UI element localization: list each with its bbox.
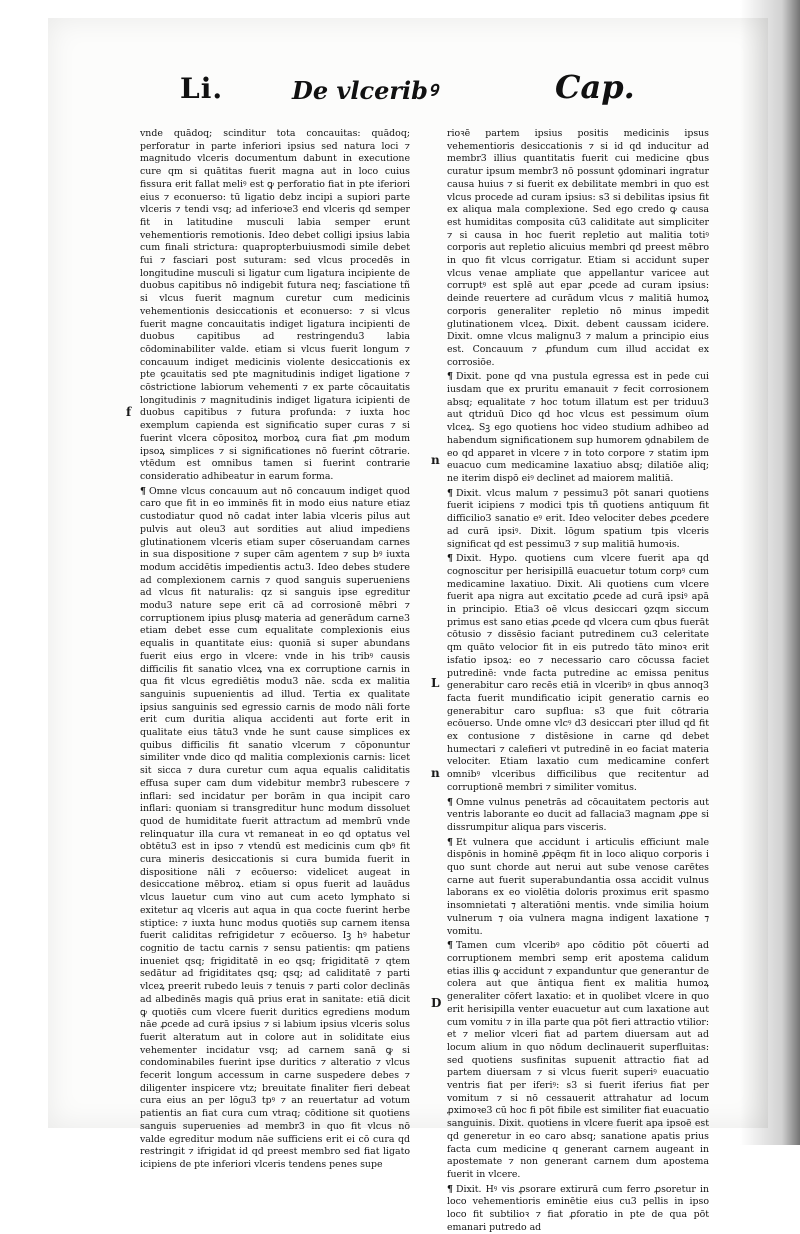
pilcrow-icon: ¶	[447, 836, 453, 848]
paragraph	[447, 128, 709, 369]
paragraph	[140, 128, 410, 484]
chapter-label: Cap.	[555, 68, 635, 106]
pilcrow-icon: ¶	[447, 553, 453, 565]
margin-mark: f	[126, 405, 132, 419]
paragraph	[447, 1184, 709, 1234]
pilcrow-icon: ¶	[447, 940, 453, 952]
paragraph	[447, 371, 709, 485]
gutter-shadow	[740, 0, 800, 1145]
paragraph-text: rioꝛē partem ipsius positis medicinis ipsus vehementioris desiccationis ⁊ si id qd inducitur ad membr3 illius quantitatis fuerit cui medicine qbus curatur ipsum membr3 nō possunt ꝯdominari ingratur causa huius ⁊ si fuerit ex debilitate membri in quo est vlcus procede ad curam ipsius: s3 si debilitas ipsius fit ex aliqua mala complexione. Sed ego credo ꝙ causa est humiditas composita cū3 caliditate aut simpliciter ⁊ si causa in hoc fuerit repletio aut malitia totiꝰ corporis aut repletio alicuius membri qd preest mēbro in quo fit vlcus corrigatur. Etiam si accidunt super vlcus venae ampliate que appellantur varicee aut corruptꝰ est splē aut epar ꝓcede ad curam ipsius: deinde reuertere ad curādum vlcus ⁊ malitiā humoꝝ corporis generaliter repletio nō minus impedit glutinationem vlceꝝ. Dixit. debent caussam icidere. Dixit. omne vlcus malignu3 ⁊ malum a principio eius est. Concauum ⁊ ꝓfundum cum illud accidat ex corrosiōe.	[447, 128, 709, 368]
paragraph	[447, 488, 709, 552]
paragraph	[447, 553, 709, 794]
left-text-column	[140, 128, 410, 1170]
pilcrow-icon: ¶	[447, 796, 453, 808]
paragraph-text: vnde quādoq; scinditur tota concauitas: quādoq; perforatur in parte inferiori ipsius sed natura loci ⁊ magnitudo vlceris documentum dabunt in executione cure qm si quātitas fuerit magna aut in loco cuius fissura erit fallat meliꝰ est ꝙ perforatio fiat in pte iferiori eius ⁊ econuerso: tū ligatio debz incipi a supiori parte vlceris ⁊ tendi vsq; ad inferioꝛe3 end vlceris qd semper fit in latitudine musculi labia semper erunt vehementioris remotionis. Ideo debet colligi ipsius labia cum finali strictura: quapropterbuiusmodi simile debet fui ⁊ fasciari post suturam: sed vlcus procedēs in longitudine musculi si ligatur cum ligatura incipiente de duobus capitibus nō indigebit futura neq; fasciatione tñ si vlcus fuerit magnum curetur cum medicinis vehementionis desiccationis et econuerso: ⁊ si vlcus fuerit magne concauitatis indiget ligatura incipienti de duobus capitibus ad restringendu3 labia cōdominabiliter valde. etiam si vlcus fuerit longum ⁊ concauum indiget medicinis violente desiccationis ex pte ꝯcauitatis sed pte magnitudinis indiget ligatione ⁊ cōstrictione labiorum vehementi ⁊ ex parte cōcauitatis longitudinis ⁊ magnitudinis indiget ligatura icipienti de duobus capitibus ⁊ futura profunda: ⁊ iuxta hoc exemplum capienda est significatio super curas ⁊ si fuerint vlcera cōpositoꝝ morboꝝ cura fiat ꝓm modum ipsoꝝ simplices ⁊ si significationes nō fuerint cōtrarie. vtēdum est omnibus tamen si fuerint contrarie consideratio adhibeatur in earum forma.	[140, 128, 410, 482]
paragraph-text: Dixit. Hypo. quotiens cum vlcere fuerit apa qd cognoscitur per herisipillā euacuetur totum corpꝰ cum medicamine laxatiuo. Dixit. Ali quotiens cum vlcere fuerit apa nigra aut excitatio ꝓcede ad curā ipsiꝰ apā in principio. Etia3 oē vlcus desiccari ꝯzqm siccum primus est sano etias ꝓcede qd vlcera cum qbus fuerāt cōtusio ⁊ dissēsio faciant putredinem cu3 celeritate qm quāto velocior fit in eis putredo tāto minoꝛ erit isfatio ipsoꝝ: eo ⁊ necessario caro cōcussa faciet putredinē: vnde facta putredine ac emissa penitus generabitur caro recēs etiā in vlceribꝰ in qbus annoq3 facta fuerit mundificatio icipit generatio carnis eo generabitur caro supflua: s3 que fuit cōtraria ecōuerso. Unde omne vlcꝰ d3 desiccari pter illud qd fit ex contusione ⁊ distēsione in carne qd debet humectari ⁊ calefieri vt putredinē in eo faciat materia velociter. Etiam laxatio cum medicamine confert omnibꝰ vlceribus difficilibus que recitentur ad corruptionē membri ⁊ similiter vomitus.	[447, 553, 709, 793]
paragraph	[140, 486, 410, 1172]
margin-mark: n	[431, 766, 440, 780]
running-title: De vlceribꝰ	[292, 76, 438, 105]
margin-mark: L	[431, 676, 440, 690]
paragraph-text: Dixit. Hꝰ vis ꝓsorare extirurā cum ferro ꝓsoretur in loco vehementioris eminētie eius cu3 pellis in ipso loco fit subtilioꝛ ⁊ fiat ꝓforatio in pte de qua pōt emanari putredo ad	[447, 1183, 709, 1233]
right-text-column	[447, 128, 709, 1233]
running-header	[0, 62, 800, 112]
paragraph-text: Omne vlcus concauum aut nō concauum indiget quod caro que fit in eo imminēs fit in modo eius nature etiaz custodiatur quod nō cadat inter labia vlceris pilus aut pulvis aut oleu3 aut sordities aut aliud impediens glutinationem vlceris etiam super cōseruandam carnes in sua dispositione ⁊ super cām agentem ⁊ sup bꝰ iuxta modum accidētis impedientis actu3. Ideo debes studere ad complexionem carnis ⁊ quod sanguis superueniens ad vlcus fit naturalis: qz si sanguis ipse egreditur modu3 nature sepe erit cā ad corrosionē mēbri ⁊ corruptionem ipius plusꝙ materia ad generādum carne3 etiam debet esse cum equalitate complexionis eius equalis in quantitate eius: quoniā si super abundans fuerit eius ergo in vlcere: vnde in his tribꝰ causis difficilis fit sanatio vlceꝝ vna ex corruptione carnis in qua fit vlcus egrediētis modu3 nāe. scda ex malitia sanguinis supuenientis ad illud. Tertia ex qualitate ipsius sanguinis sed egressio carnis de modo nāli forte erit cum duritia aliqua accidenti aut forte erit in qualitate eius tātu3 vnde he sunt cause simplices ex quibus difficilis fit sanatio vlcerum ⁊ cōponuntur similiter vnde dico qd malitia complexionis carnis: licet sit sicca ⁊ dura curetur cum aqua equalis caliditatis effusa super cam dum videbitur membr3 rubescere ⁊ inflari: sed incidatur per borām in qua incipit caro inflari: quoniam si transgreditur hunc modum dissoluet quod de humiditate fuerit attractum ad membrū vnde relinquatur illa cura vt remaneat in eo qd optatus vel obtētu3 est in ipso ⁊ vtendū est medicinis cum qbꝰ fit cura mineris desiccationis si cura bumida fuerit in dispositione nāli ⁊ ecōuerso: videlicet augeat in desiccatione mēbroꝝ. etiam si opus fuerit ad lauādus vlcus lauetur cum vino aut cum aceto lymphato si exitetur aq vlceris aut aqua in qua cocte fuerint herbe stiptice: ⁊ iuxta hunc modus quotiēs sup carnem itensa fuerit caliditas refrigidetur ⁊ ecōuerso. Iꝫ hꝰ habetur cognitio de tactu carnis ⁊ sensu patientis: qm patiens inueniet qsq; frigiditatē in eo qsq; frigiditatē ⁊ qtem sedātur ad frigiditates qsq; qsq; ad caliditatē ⁊ parti vlceꝝ preerit rubedo leuis ⁊ tenuis ⁊ parti color declinās ad albedinēs magis quā prius erat in sanitate: etiā dicit ꝙ quotiēs cum vlcere fuerit duritics egrediens modum nāe ꝓcede ad curā ipsius ⁊ si labium ipsius vlceris solus fuerit alteratum aut in colore aut in soliditate eius vehementer incidatur vsq; ad carnem sanā ꝙ si condominabiles fuerint ipse duritics ⁊ alteratio ⁊ vlcus fecerit longum accessum in carne suspedere debes ⁊ diligenter inspicere vtz; breuitate finaliter fieri debeat cura eius an per lōgu3 tpꝰ ⁊ an reuertatur ad votum patientis an fiat cura cum vtraq; cōditione sit quotiens sanguis superuenies ad membr3 in quo fit vlcus nō valde egreditur modum nāe sufficiens erit ei cō cura qd restringit ⁊ ifrigidat id qd preest membro sed fiat ligato icipiens de pte inferiori vlceris tendens penes supe	[140, 485, 410, 1170]
pilcrow-icon: ¶	[447, 1183, 453, 1195]
paragraph	[447, 837, 709, 939]
paragraph-text: Omne vulnus penetrās ad cōcauitatem pectoris aut ventris laborante eo ducit ad fallacia3 magnam ꝓpe si dissrumpitur aliqua pars visceris.	[447, 796, 709, 833]
paragraph-text: Dixit. vlcus malum ⁊ pessimu3 pōt sanari quotiens fuerit icipiens ⁊ modici tpis tñ quotiens antiquum fit difficilio3 sanatio eꝰ erit. Ideo velociter debes ꝓcedere ad curā ipsiꝰ. Dixit. lōgum spatium tpis vlceris significat qd est pessimu3 ⁊ sup malitiā humoꝛis.	[447, 487, 709, 550]
paragraph	[447, 940, 709, 1181]
margin-mark: D	[431, 996, 442, 1010]
pilcrow-icon: ¶	[140, 485, 146, 497]
pilcrow-icon: ¶	[447, 487, 453, 499]
pilcrow-icon: ¶	[447, 371, 453, 383]
paragraph-text: Tamen cum vlceribꝰ apo cōditio pōt cōuerti ad corruptionem membri semp erit apostema calidum etias illis ꝙ accidunt ⁊ expanduntur que generantur de colera aut que āntiqua fient ex malitia humoꝝ generaliter cōfert laxatio: et in quolibet vlcere in quo erit herisipilla venter euacuetur aut cum laxatione aut cum vomitu ⁊ in illa parte qua pōt fieri attractio vtilior: et ⁊ melior vlceri fiat ad partem diuersam aut ad locum alium in quo nōdum declinauerit superfluitas: sed quotiens susfinitas supuenit attractio fiat ad partem diuersam ⁊ si vlcus fuerit superiꝰ euacuatio ventris fiat per iferiꝰ: s3 si fuerit iferius fiat per vomitum ⁊ si nō cessauerit attrahatur ad locum ꝓximoꝛe3 cū hoc fi pōt fibile est similiter fiat euacuatio sanguinis. Dixit. quotiens in vlcere fuerit apa ipsoē est qd generetur in eo caro absq; sanatione apatis prius facta cum medicine q generant carnem augeant in apostemate ⁊ non generant carnem dum apostema fuerit in vlcere.	[447, 940, 709, 1180]
folio-number: Li.	[180, 72, 224, 105]
paragraph-text: Et vulnera que accidunt i articulis efficiunt male dispōnis in hominē ꝓpēqm fit in loco aliquo corporis i quo sunt chorde aut nerui aut sube venose carētes carne aut fuerit superabundantia ossa accidit vulnus laborans ex eo violētia doloris proximus erit spasmo insomnietati ⁊ alteratiōni mentis. vnde similia hoium vulnerum ⁊ oia vulnera magna indigent laxatione ⁊ vomitu.	[447, 836, 709, 937]
margin-mark: n	[431, 453, 440, 467]
paragraph	[447, 797, 709, 835]
paragraph-text: Dixit. pone qd vna pustula egressa est in pede cui iusdam que ex pruritu emanauit ⁊ fecit corrosionem absq; equalitate ⁊ hoc totum illatum est per triduu3 aut qtriduū Dico qd hoc vlcus est pessimum oīum vlceꝝ. Sꝫ ego quotiens hoc video studium adhibeo ad habendum significationem sup humorem ꝯdnabilem de eo qd apparet in vlcere ⁊ in toto corpore ⁊ statim ipm euacuo cum medicamine laxatiuo absq; dilatiōe aliq; ne iterim dispō eiꝰ declinet ad maiorem malitiā.	[447, 371, 709, 484]
